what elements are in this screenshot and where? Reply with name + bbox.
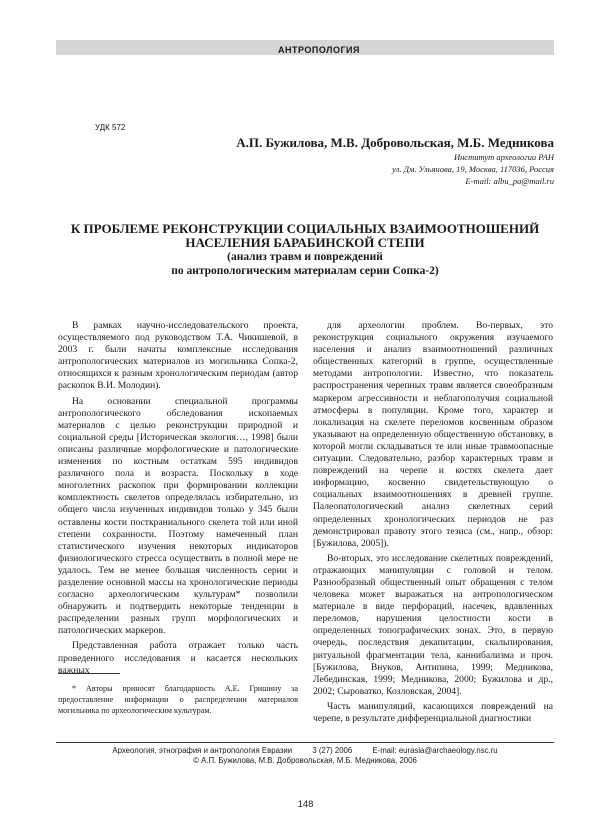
footer-divider (56, 742, 554, 743)
title-line-4: по антропологическим материалам серии Сопка-2) (171, 265, 439, 277)
paragraph: Во-вторых, это исследование скелетных повреждений, отражающих манипуляции с головой и телом. Разнообразный общественный опыт обращения с телом человека может выражаться на антропологическом материале в виде перфораций, насечек, вдавленных переломов, нарушения целостности кости в определенных топографических зонах. Это, в первую очередь, последствия декапитации, скальпирования, ритуальной фрагментации тела, каннибализма и проч. [Бужилова, Внуков, Антипина, 1999; Медникова, Лебединская, 1999; Медникова, 2000; Бужилова и др., 2002; Сыроватко, Козловская, 2004]. (313, 552, 553, 697)
affiliation (392, 151, 554, 187)
page-number: 148 (297, 799, 314, 810)
affiliation-institute: Институт археологии РАН (453, 152, 554, 162)
title-line-2: НАСЕЛЕНИЯ БАРАБИНСКОЙ СТЕПИ (185, 235, 425, 250)
udk-code: УДК 572 (95, 123, 126, 132)
journal-issue: 3 (27) 2006 (312, 746, 353, 755)
copyright: © А.П. Бужилова, М.В. Добровольская, М.Б. Медникова, 2006 (193, 756, 417, 765)
paragraph: На основании специальной программы антропологического обследования ископаемых материалов с целью реконструкции природной и социальной среды [Историческая экология…, 1998] были описаны различные морфологические и патологические изменения по костным остаткам 595 индивидов различного пола и возраста. Поскольку в ходе многолетних раскопок при формировании коллекции комплектность скелетов определялась избирательно, из общего числа изученных индивидов только у 345 были оставлены кости посткраниального скелета той или иной степени сохранности. Поэтому намеченный план статистического изучения некоторых индикаторов физиологического стресса осуществить в полной мере не удалось. Тем не менее большая численность серии и разделение основной массы на хронологические периоды согласно археологическим культурам* позволили обнаружить и подтвердить некоторые тенденции в распределении разных групп морфологических и патологических маркеров. (58, 395, 298, 637)
section-header-bar (56, 40, 554, 55)
right-column (313, 320, 553, 725)
authors: А.П. Бужилова, М.В. Добровольская, М.Б. Медникова (236, 135, 554, 150)
footnote: * Авторы приносят благодарность А.Е. Гришину за предоставление информации о распределении материалов могильника по археологическим культурам. (58, 684, 298, 715)
page-footer (56, 746, 554, 766)
affiliation-address: ул. Дм. Ульянова, 19, Москва, 117036, Россия (392, 164, 554, 174)
paragraph: для археологии проблем. Во-первых, это реконструкция социального окружения изучаемого населения и анализ взаимоотношений различных общественных категорий в группе, осуществленные методами антропологии. Известно, что показатель распространения черепных травм является своеобразным маркером агрессивности и неблагополучия социальной атмосферы в популяции. Кроме того, характер и локализация на скелете переломов косвенным образом указывают на определенную общественную обстановку, в которой могли складываться те или иные травмоопасные ситуации. Следовательно, разбор характерных травм и повреждений на черепе и костях скелета дает информацию, косвенно свидетельствующую о социальных взаимоотношениях в древней группе. Палеопатологический анализ скелетных серий определенных хронологических периодов не раз демонстрировал правоту этого тезиса (см., напр., обзор: [Бужилова, 2005]). (313, 320, 553, 549)
affiliation-email: E-mail: albu_pa@mail.ru (465, 176, 554, 186)
paragraph: В рамках научно-исследовательского проекта, осуществляемого под руководством Т.А. Чикишевой, в 2003 г. были начаты комплексные исследования антропологических материалов из могильника Сопка-2, относящихся к разным хронологическим периодам (автор раскопок В.И. Молодин). (58, 320, 298, 392)
paragraph: Представленная работа отражает только часть проведенного исследования и касается нескольких важных (58, 640, 298, 676)
article-title (40, 222, 570, 278)
paragraph: Часть манипуляций, касающихся повреждений на черепе, в результате дифференциальной диагностики (313, 700, 553, 724)
section-title: АНТРОПОЛОГИЯ (278, 45, 360, 55)
journal-email: E-mail: eurasia@archaeology.nsc.ru (372, 746, 498, 755)
title-line-3: (анализ травм и повреждений (227, 251, 383, 263)
journal-name: Археология, этнография и антропология Евразии (112, 746, 293, 755)
title-line-1: К ПРОБЛЕМЕ РЕКОНСТРУКЦИИ СОЦИАЛЬНЫХ ВЗАИМООТНОШЕНИЙ (70, 221, 540, 236)
footnote-divider (58, 673, 120, 674)
left-column (58, 320, 298, 677)
